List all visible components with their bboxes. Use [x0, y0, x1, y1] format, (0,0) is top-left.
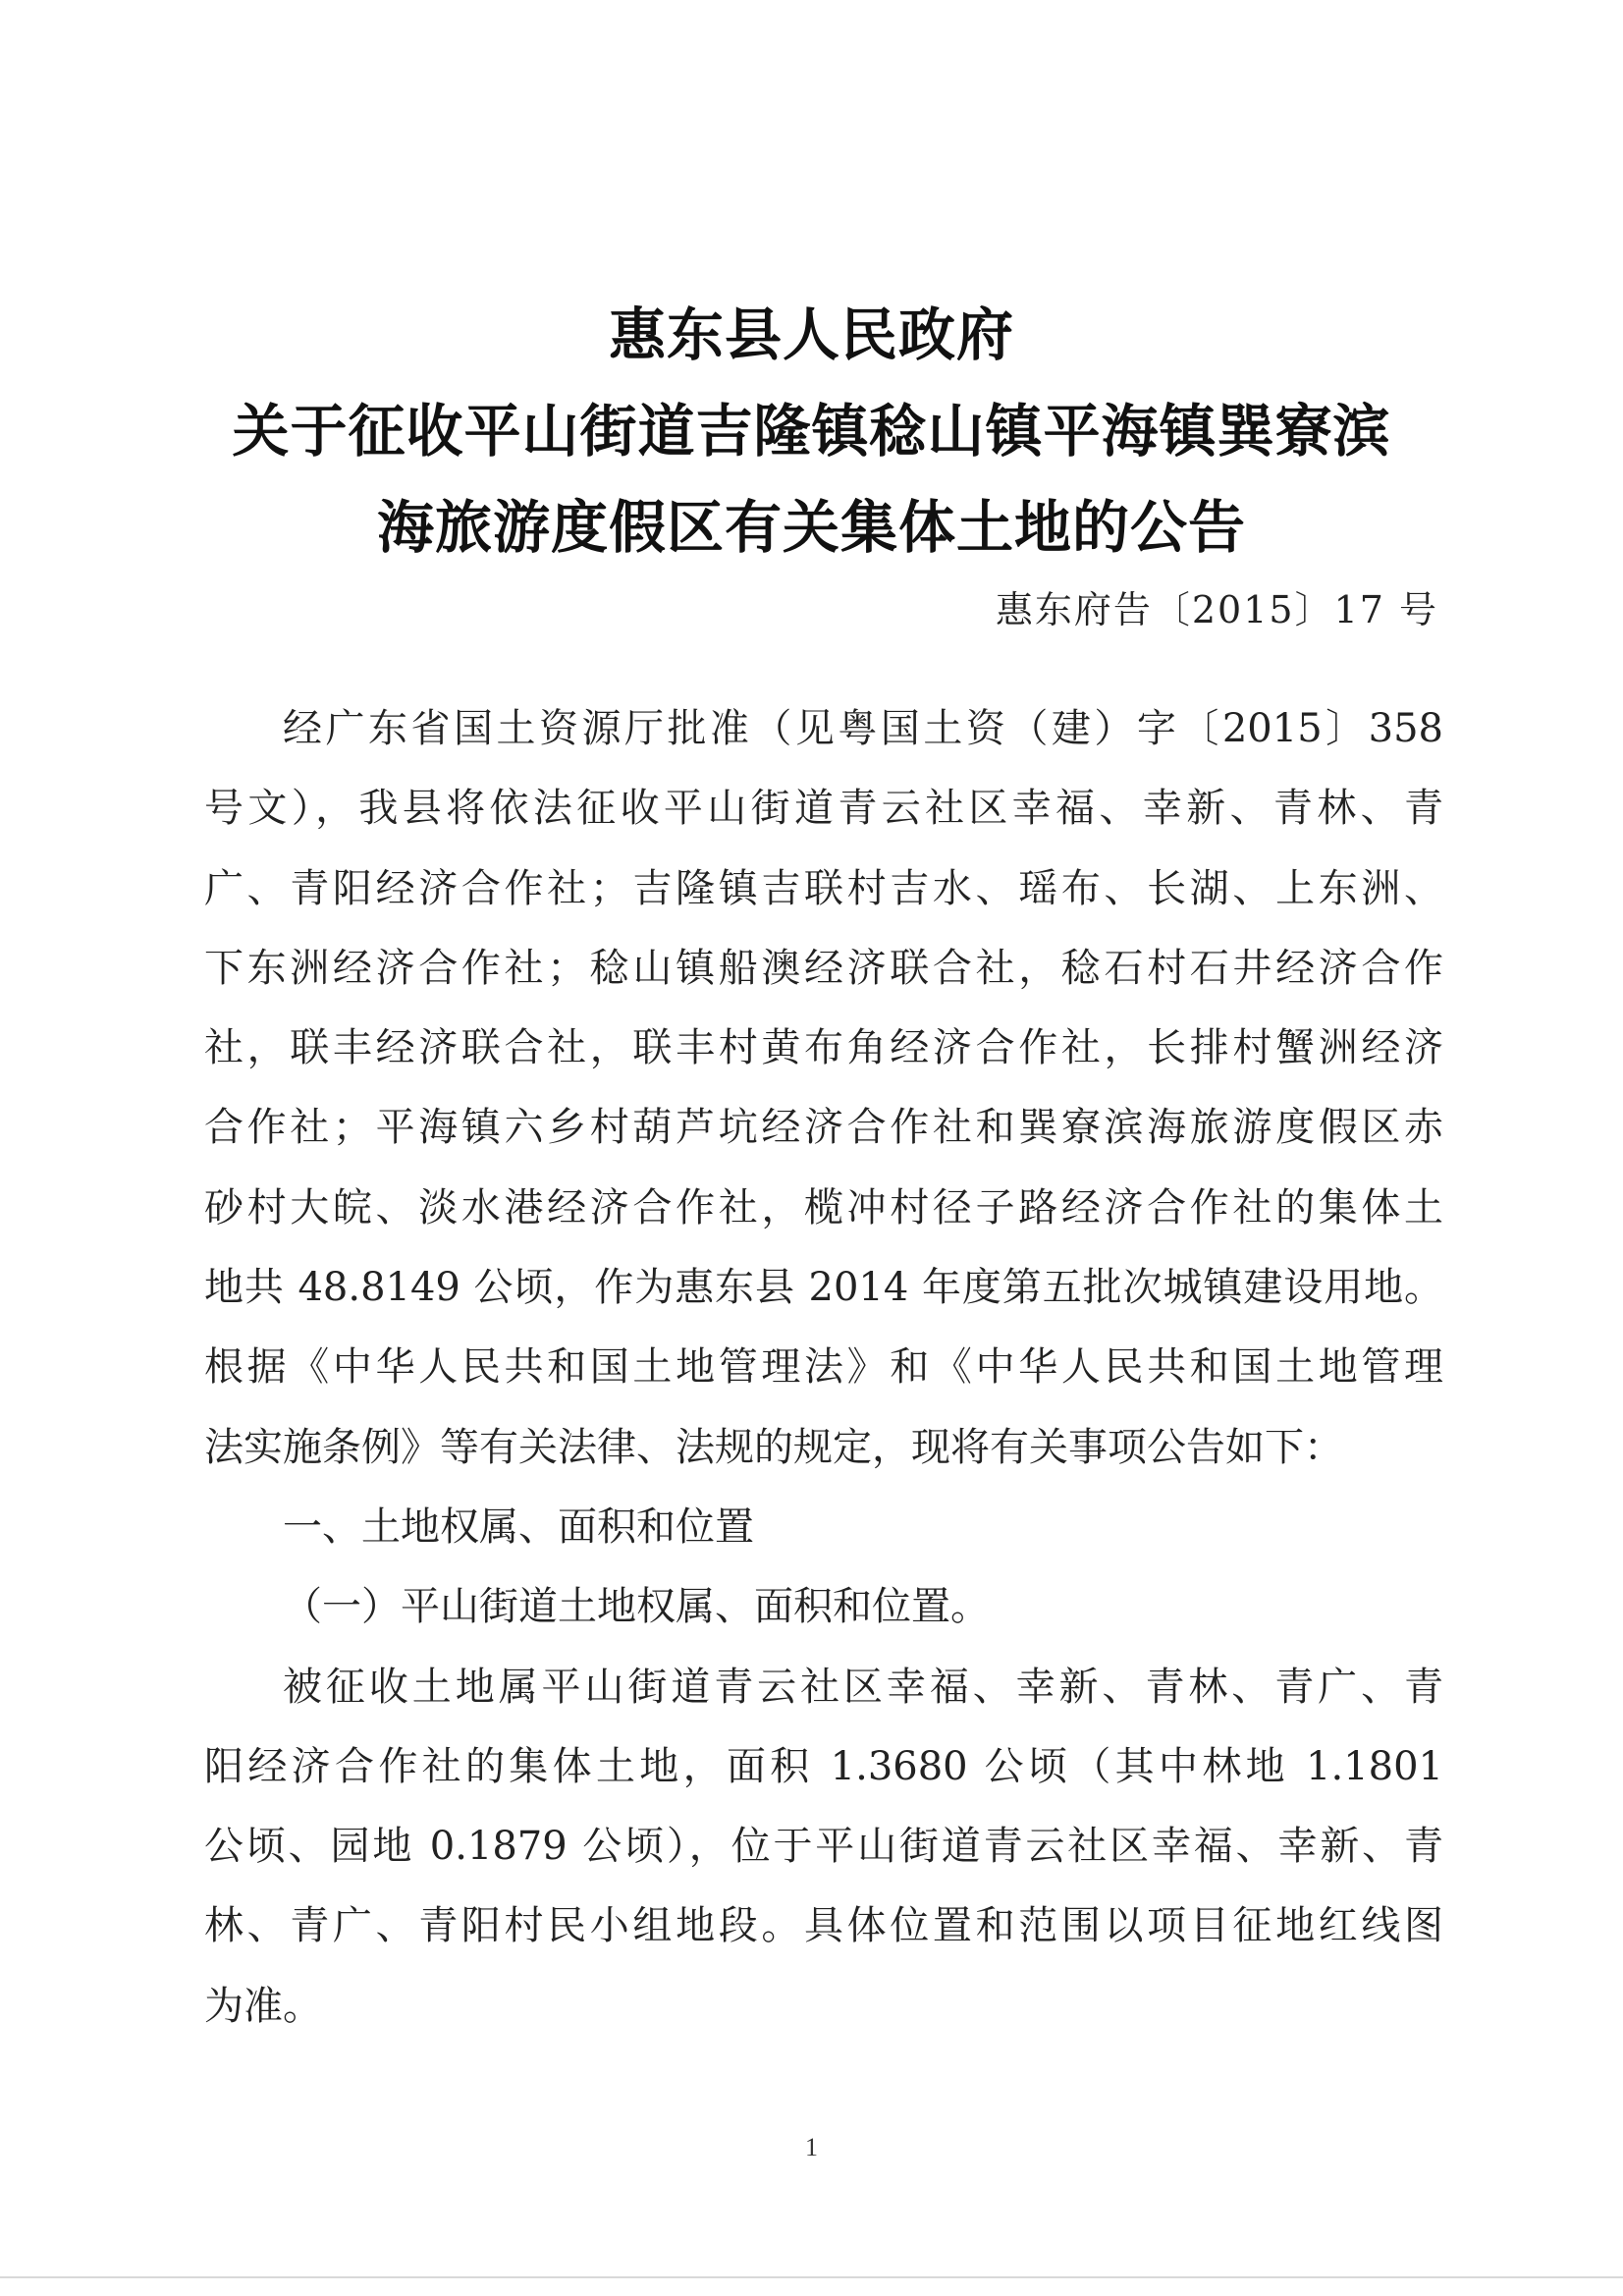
title-line-3: 海旅游度假区有关集体土地的公告: [376, 494, 1246, 561]
body-line: 砂村大皖、淡水港经济合作社，榄冲村径子路经济合作社的集体土: [204, 1184, 1443, 1230]
body-line: 广、青阳经济合作社；吉隆镇吉联村吉水、瑶布、长湖、上东洲、: [204, 865, 1443, 911]
title-line-1: 惠东县人民政府: [608, 301, 1014, 368]
document-title: [147, 287, 1476, 575]
scan-edge-line: [0, 2276, 1623, 2278]
body-line: 合作社；平海镇六乡村葫芦坑经济合作社和巽寮滨海旅游度假区赤: [204, 1105, 1443, 1151]
section-heading: 一、土地权属、面积和位置: [283, 1503, 754, 1550]
document-number: 惠东府告〔2015〕17 号: [995, 588, 1438, 631]
body-line: 被征收土地属平山街道青云社区幸福、幸新、青林、青广、青: [283, 1664, 1443, 1710]
body-line: 法实施条例》等有关法律、法规的规定，现将有关事项公告如下：: [204, 1424, 1343, 1470]
subsection-heading: （一）平山街道土地权属、面积和位置。: [283, 1584, 990, 1630]
page-number: 1: [805, 2133, 818, 2161]
body-line: 地共 48.8149 公顷，作为惠东县 2014 年度第五批次城镇建设用地。: [204, 1265, 1443, 1311]
title-line-2: 关于征收平山街道吉隆镇稔山镇平海镇巽寮滨: [232, 398, 1391, 465]
body-line: 为准。: [204, 1983, 322, 2029]
body-line: 号文），我县将依法征收平山街道青云社区幸福、幸新、青林、青: [204, 786, 1443, 832]
body-line: 公顷、园地 0.1879 公顷），位于平山街道青云社区幸福、幸新、青: [204, 1824, 1443, 1870]
body-line: 根据《中华人民共和国土地管理法》和《中华人民共和国土地管理: [204, 1344, 1443, 1391]
body-line: 下东洲经济合作社；稔山镇船澳经济联合社，稔石村石井经济合作: [204, 945, 1443, 991]
body-line: 林、青广、青阳村民小组地段。具体位置和范围以项目征地红线图: [204, 1903, 1443, 1949]
body-line: 阳经济合作社的集体土地，面积 1.3680 公顷（其中林地 1.1801: [204, 1743, 1443, 1789]
document-body: [204, 689, 1443, 2047]
body-line: 社，联丰经济联合社，联丰村黄布角经济合作社，长排村蟹洲经济: [204, 1025, 1443, 1071]
body-line: 经广东省国土资源厅批准（见粤国土资（建）字〔2015〕358: [283, 706, 1443, 751]
